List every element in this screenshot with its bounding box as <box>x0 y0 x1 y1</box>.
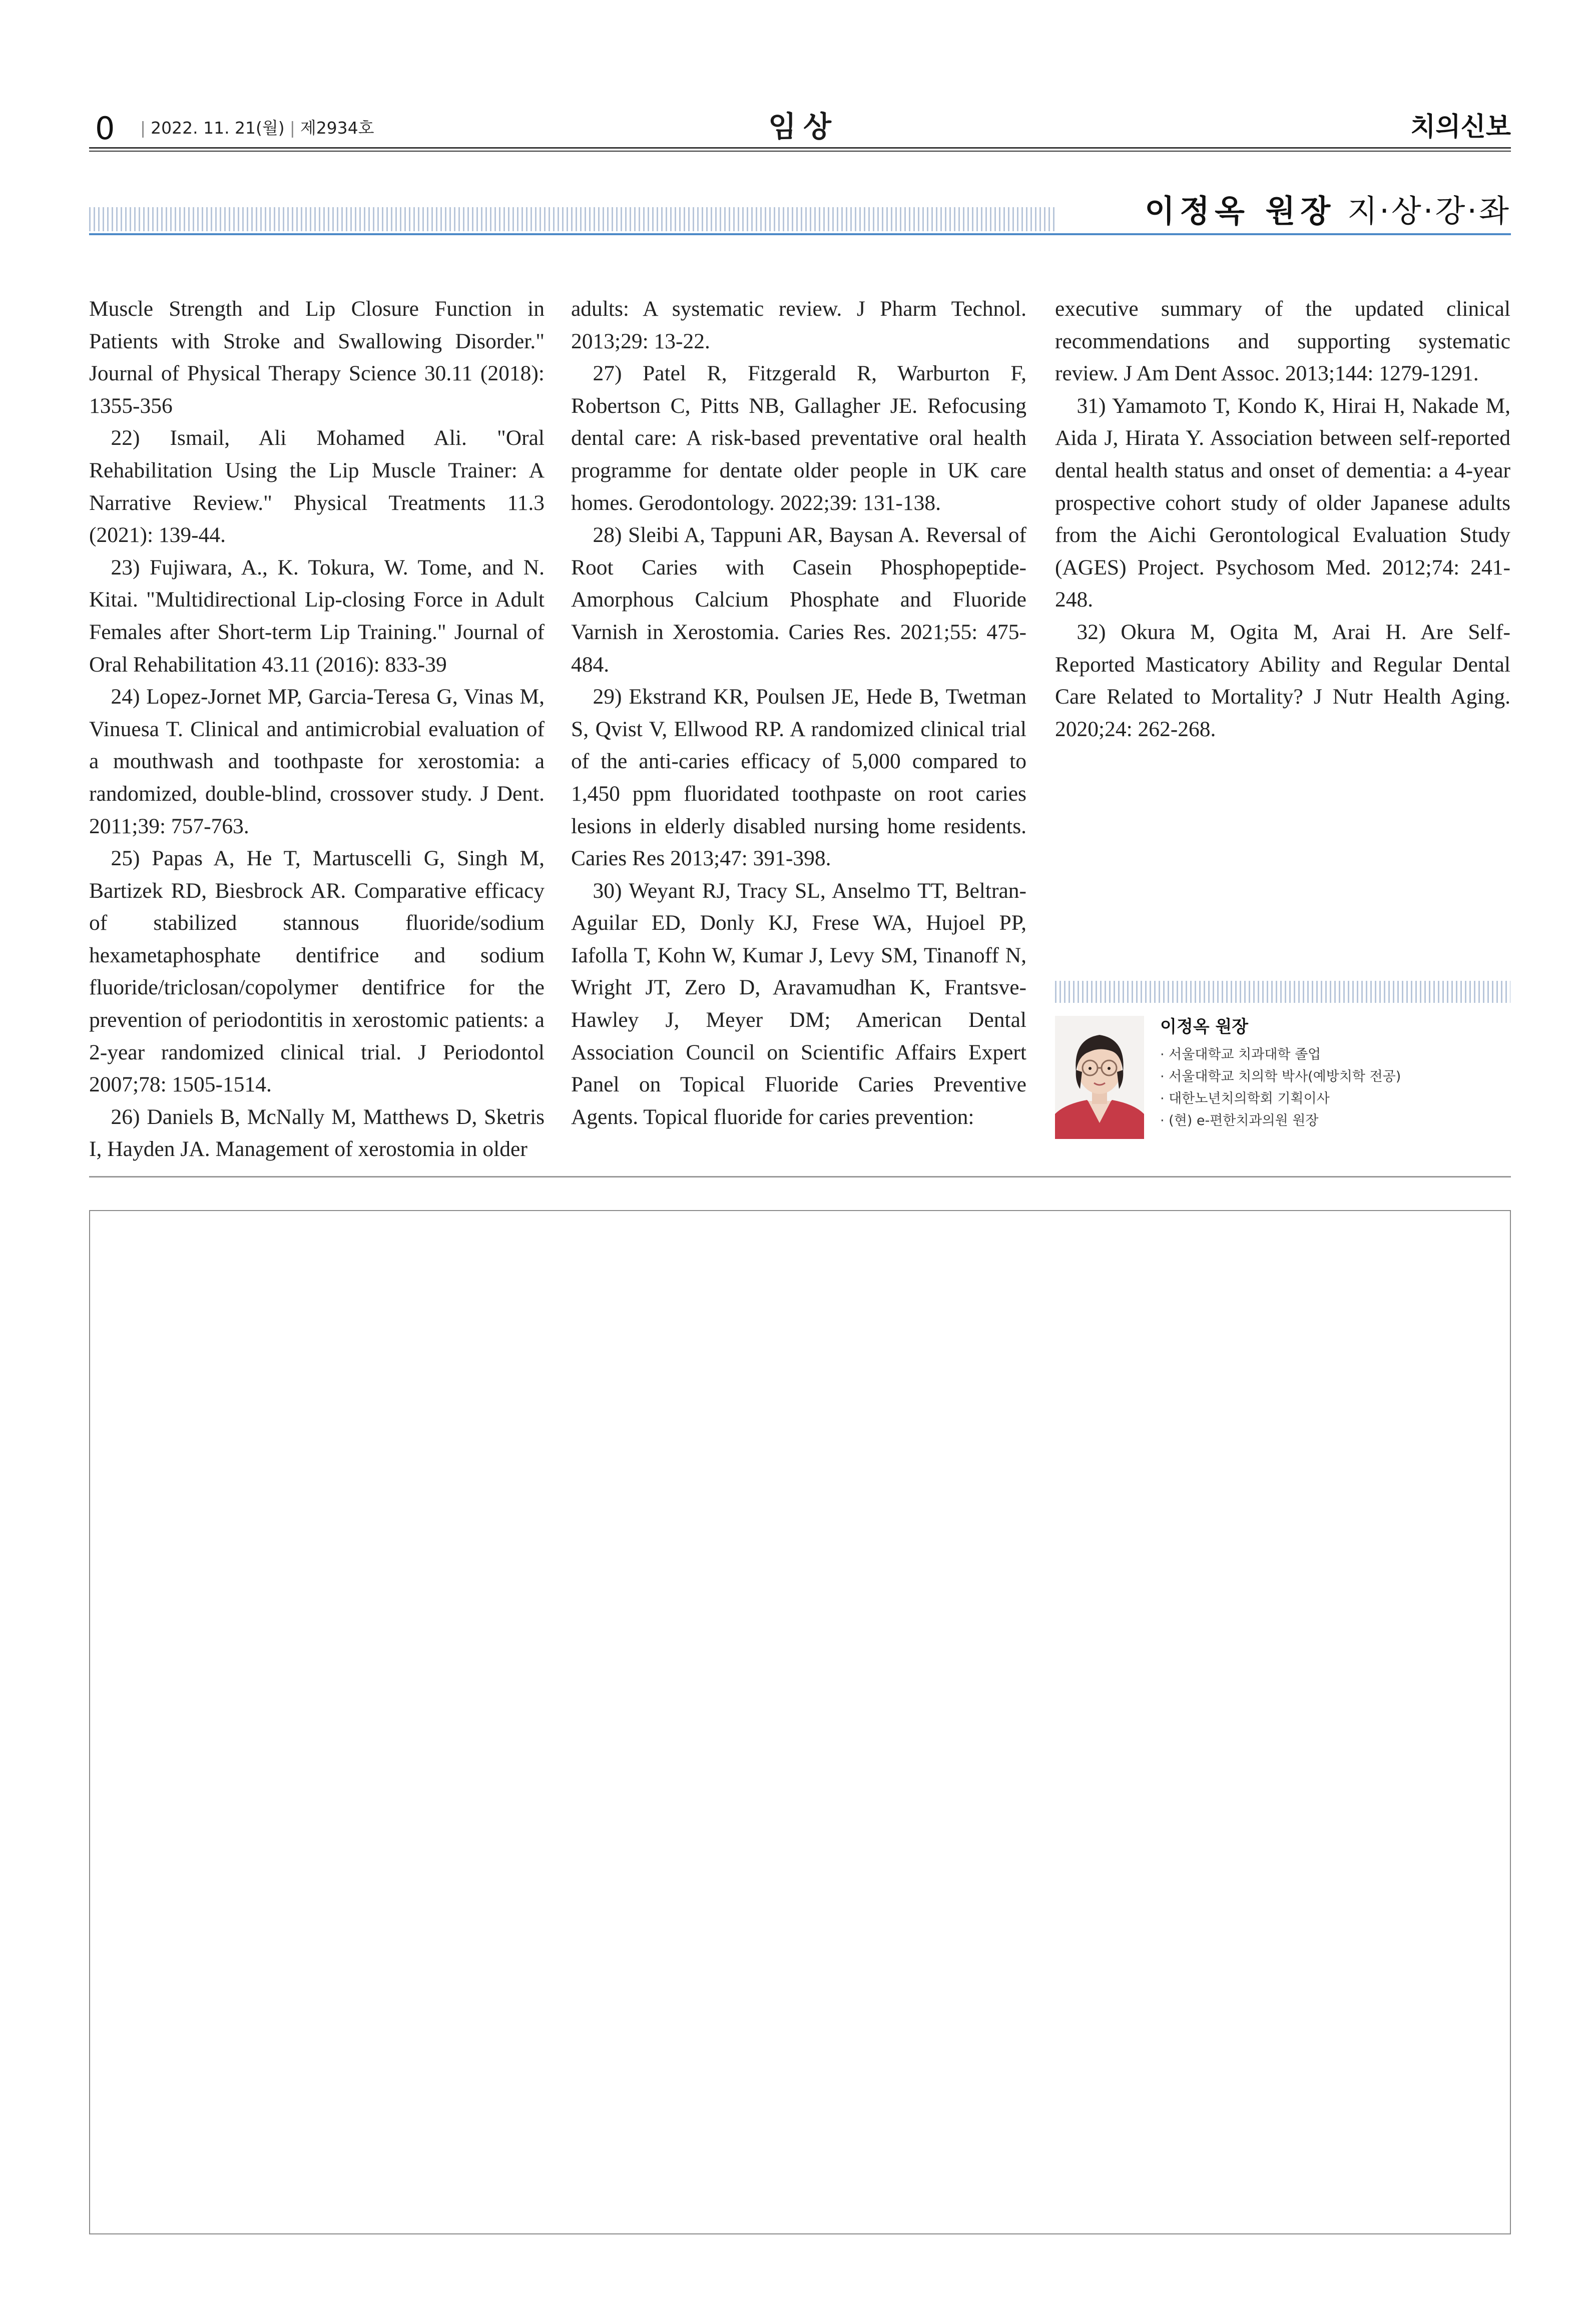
reference-item: 24) Lopez-Jornet MP, Garcia-Teresa G, Vinas M, Vinuesa T. Clinical and antimicrobial evaluation of a mouthwash and toothpaste for xerostomia: a randomized, double-blind, crossover study. J Dent. 2011;39: 757-763. <box>89 685 545 838</box>
page-number: 0 <box>95 110 115 147</box>
author-portrait-icon <box>1055 1016 1144 1139</box>
column-series: 지·상·강·좌 <box>1347 193 1511 229</box>
newspaper-name: 치의신보 <box>1410 112 1511 142</box>
reference-item: 32) Okura M, Ogita M, Arai H. Are Self-Reported Masticatory Ability and Regular Dental Care Related to Mortality? J Nutr Health Aging. 2020;24: 262-268. <box>1055 620 1510 741</box>
author-bio <box>1160 1044 1401 1132</box>
reference-item: 29) Ekstrand KR, Poulsen JE, Hede B, Twetman S, Qvist V, Ellwood RP. A randomized clinical trial of the anti-caries efficacy of 5,000 compared to 1,450 ppm fluoridated toothpaste on root caries lesions in elderly disabled nursing home residents. Caries Res 2013;47: 391-398. <box>571 685 1026 871</box>
issue-number: 제2934호 <box>300 118 374 138</box>
author-photo <box>1055 1016 1144 1139</box>
bio-item: · 대한노년치의학회 기획이사 <box>1160 1091 1330 1106</box>
reference-item: 31) Yamamoto T, Kondo K, Hirai H, Nakade M, Aida J, Hirata Y. Association between self-reported dental health status and onset of dementia: a 4-year prospective cohort study of older Japanese adults from the Aichi Gerontological Evaluation Study (AGES) Project. Psychosom Med. 2012;74: 241-248. <box>1055 393 1510 612</box>
column-author: 이정옥 원장 <box>1145 193 1336 229</box>
reference-item: executive summary of the updated clinical recommendations and supporting systematic review. J Am Dent Assoc. 2013;144: 1279-1291. <box>1055 297 1510 386</box>
reference-column-1 <box>89 293 545 1166</box>
reference-item: Muscle Strength and Lip Closure Function in Patients with Stroke and Swallowing Disorder." Journal of Physical Therapy Science 30.11 (2018): 1355-356 <box>89 297 545 418</box>
section-title: 임상 <box>768 110 839 144</box>
bio-item: · (현) e-편한치과의원 원장 <box>1160 1113 1319 1128</box>
reference-item: 23) Fujiwara, A., K. Tokura, W. Tome, and N. Kitai. "Multidirectional Lip-closing Force in Adult Females after Short-term Lip Training." Journal of Oral Rehabilitation 43.11 (2016): 833-39 <box>89 555 545 677</box>
author-box-pattern <box>1055 981 1510 1003</box>
bio-item: · 서울대학교 치과대학 졸업 <box>1160 1047 1321 1062</box>
reference-item: adults: A systematic review. J Pharm Technol. 2013;29: 13-22. <box>571 297 1026 353</box>
section-divider <box>89 1176 1511 1178</box>
issue-date: 2022. 11. 21(월) <box>151 118 285 138</box>
bio-item: · 서울대학교 치의학 박사(예방치학 전공) <box>1160 1069 1401 1084</box>
issue-info: | 2022. 11. 21(월) | 제2934호 <box>140 118 374 138</box>
masthead-rule <box>89 147 1511 149</box>
reference-item: 22) Ismail, Ali Mohamed Ali. "Oral Rehabilitation Using the Lip Muscle Trainer: A Narrative Review." Physical Treatments 11.3 (2021): 139-44. <box>89 426 545 547</box>
reference-column-2 <box>571 293 1026 1133</box>
reference-item: 27) Patel R, Fitzgerald R, Warburton F, Robertson C, Pitts NB, Gallagher JE. Refocusing dental care: A risk-based preventative oral health programme for dentate older people in UK care homes. Gerodontology. 2022;39: 131-138. <box>571 361 1026 515</box>
reference-column-3 <box>1055 293 1510 745</box>
reference-item: 28) Sleibi A, Tappuni AR, Baysan A. Reversal of Root Caries with Casein Phosphopeptide-Amorphous Calcium Phosphate and Fluoride Varnish in Xerostomia. Caries Res. 2021;55: 475-484. <box>571 523 1026 677</box>
column-header-pattern <box>89 207 1055 231</box>
reference-item: 30) Weyant RJ, Tracy SL, Anselmo TT, Beltran-Aguilar ED, Donly KJ, Frese WA, Hujoel PP, Iafolla T, Kohn W, Kumar J, Levy SM, Tinanoff N, Wright JT, Zero D, Aravamudhan K, Frantsve-Hawley J, Meyer DM; American Dental Association Council on Scientific Affairs Expert Panel on Topical Fluoride Caries Preventive Agents. Topical fluoride for caries prevention: <box>571 878 1026 1129</box>
reference-item: 26) Daniels B, McNally M, Matthews D, Sketris I, Hayden JA. Management of xerostomia in older <box>89 1104 545 1162</box>
column-header-rule <box>89 233 1511 235</box>
author-name: 이정옥 원장 <box>1160 1017 1249 1037</box>
column-title <box>1145 192 1511 230</box>
masthead-rule-thin <box>89 151 1511 152</box>
reference-item: 25) Papas A, He T, Martuscelli G, Singh M, Bartizek RD, Biesbrock AR. Comparative efficacy of stabilized stannous fluoride/sodium hexametaphosphate dentifrice and sodium fluoride/triclosan/copolymer dentifrice for the prevention of periodontitis in xerostomic patients: a 2-year randomized clinical trial. J Periodontol 2007;78: 1505-1514. <box>89 846 545 1097</box>
ad-placeholder-box <box>89 1210 1511 2234</box>
